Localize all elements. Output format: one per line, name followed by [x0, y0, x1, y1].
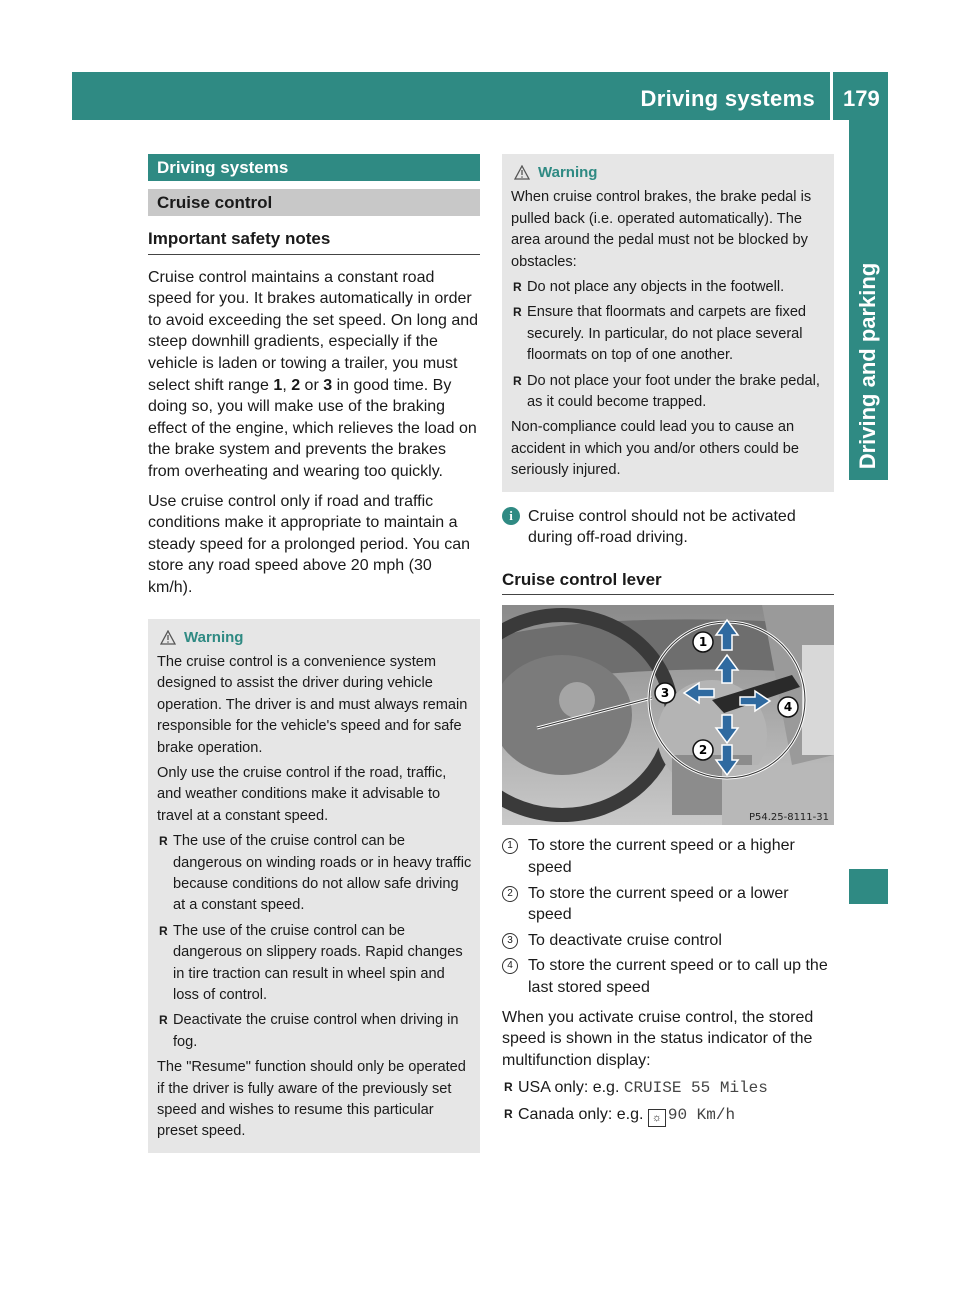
list-item	[502, 883, 834, 926]
item-number: 3	[502, 933, 518, 949]
callout-list	[502, 835, 834, 998]
cruise-lever-illustration	[502, 605, 834, 825]
canada-example: R Canada only: e.g. ☼ 90 Km/h	[502, 1104, 834, 1127]
warning-bullet: R Ensure that floormats and carpets are fixed securely. In particular, do not place several floormats on top of one another.	[511, 302, 826, 366]
warning-header	[514, 162, 826, 183]
subsection-title: Cruise control	[148, 189, 480, 216]
list-item	[502, 930, 834, 952]
usa-example: R USA only: e.g. CRUISE 55 Miles	[502, 1077, 834, 1100]
warning-bullet: R Do not place any objects in the footwell.	[511, 277, 826, 298]
item-text: To store the current speed or a lower speed	[528, 884, 789, 924]
warning-text: Only use the cruise control if the road, traffic, and weather conditions make it advisable to travel at a constant speed.	[157, 764, 447, 824]
item-text: To store the current speed or to call up the last stored speed	[528, 957, 828, 997]
warning-bullet: R Deactivate the cruise control when driving in fog.	[157, 1010, 472, 1053]
safety-notes-heading: Important safety notes	[148, 228, 480, 255]
warning-title: Warning	[184, 628, 244, 646]
warning-box	[502, 154, 834, 492]
figure-marker-3: 3	[660, 686, 670, 701]
lever-heading: Cruise control lever	[502, 569, 834, 596]
warning-triangle-icon	[160, 630, 176, 645]
right-column	[502, 154, 834, 1127]
item-text: To deactivate cruise control	[528, 931, 722, 949]
item-text: To store the current speed or a higher speed	[528, 837, 795, 877]
figure-marker-1: 1	[698, 635, 708, 650]
info-note	[502, 506, 834, 549]
paragraph-shift-range: Cruise control maintains a constant road speed for you. It brakes automatically in order to avoid exceeding the set speed. On long and steep downhill gradients, especially if the vehicle is laden or towing a trailer, you must select shift range 1, 2 or 3 in good time. By doing so, you will make use of the braking effect of the engine, which relieves the load on the brake system and prevents the brakes from overheating and wearing too quickly.	[148, 268, 479, 480]
item-number: 1	[502, 838, 518, 854]
warning-triangle-icon	[514, 165, 530, 180]
section-title: Driving systems	[148, 154, 480, 181]
header-divider	[830, 72, 833, 120]
item-number: 4	[502, 958, 518, 974]
list-item	[502, 835, 834, 878]
warning-header	[160, 627, 472, 648]
canada-display-value: 90 Km/h	[667, 1106, 736, 1124]
left-column	[148, 154, 480, 1153]
warning-text: When cruise control brakes, the brake pedal is pulled back (i.e. operated automatically). The area around the pedal must not be blocked by obstacles:	[511, 189, 812, 270]
warning-text: The cruise control is a convenience system designed to assist the driver during vehicle operation. The driver is and must always remain responsible for the vehicle's speed and for safe brake operation.	[157, 653, 468, 756]
running-header-title: Driving systems	[640, 86, 815, 111]
warning-bullet: R Do not place your foot under the brake pedal, as it could become trapped.	[511, 371, 826, 414]
warning-bullet: R The use of the cruise control can be dangerous on slippery roads. Rapid changes in tire traction can result in wheel spin and loss of control.	[157, 921, 472, 1007]
paragraph-usage: Use cruise control only if road and traffic conditions make it appropriate to maintain a steady speed for a prolonged period. You can store any road speed above 20 mph (30 km/h).	[148, 492, 471, 596]
cruise-control-icon: ☼	[648, 1109, 666, 1127]
figure-code: P54.25-8111-31	[748, 812, 829, 824]
info-icon: i	[502, 507, 520, 525]
warning-title: Warning	[538, 164, 598, 181]
chapter-tab-label: Driving and parking	[855, 262, 880, 470]
page-number: 179	[843, 86, 880, 111]
chapter-marker	[849, 869, 888, 904]
warning-box	[148, 619, 480, 1153]
figure-marker-2: 2	[698, 743, 708, 758]
figure-marker-4: 4	[783, 700, 793, 715]
status-display-paragraph: When you activate cruise control, the stored speed is shown in the status indicator of the multifunction display:	[502, 1008, 814, 1069]
warning-text: Non-compliance could lead you to cause an accident in which you and/or others could be seriously injured.	[511, 419, 799, 479]
cruise-lever-figure	[502, 605, 834, 825]
item-number: 2	[502, 886, 518, 902]
warning-text: The "Resume" function should only be operated if the driver is fully aware of the previously set speed and wishes to resume this particular preset speed.	[157, 1059, 466, 1140]
list-item	[502, 955, 834, 998]
info-text: Cruise control should not be activated during off-road driving.	[528, 507, 796, 547]
usa-display-value: CRUISE 55 Miles	[623, 1079, 768, 1098]
warning-bullet: R The use of the cruise control can be dangerous on winding roads or in heavy traffic because conditions do not allow safe driving at a constant speed.	[157, 831, 472, 917]
